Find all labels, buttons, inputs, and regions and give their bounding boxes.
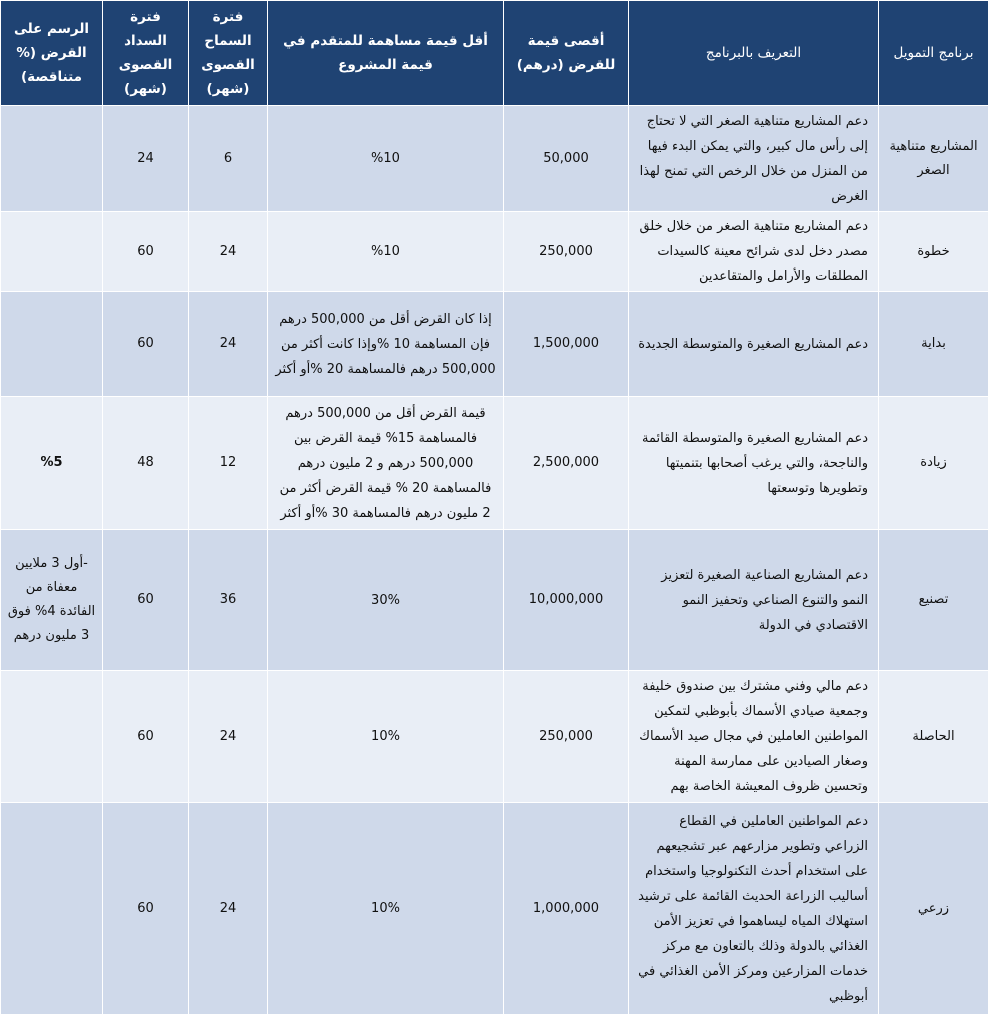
header-repayment-period: فترة السداد القصوى (شهر): [103, 1, 189, 106]
table-row: [1, 292, 989, 397]
cell-program: خطوة: [879, 212, 989, 292]
cell-repayment-period: 60: [103, 530, 189, 671]
cell-repayment-period: 60: [103, 671, 189, 803]
table-row: [1, 530, 989, 671]
cell-fee: [1, 292, 103, 397]
cell-definition: دعم المشاريع الصغيرة والمتوسطة القائمة والناجحة، والتي يرغب أصحابها بتنميتها وتطويرها وتوسعتها: [629, 397, 879, 530]
cell-repayment-period: 24: [103, 106, 189, 212]
cell-max-loan: 250,000: [504, 671, 629, 803]
cell-grace-period: 24: [189, 803, 268, 1015]
cell-program: بداية: [879, 292, 989, 397]
cell-max-loan: 10,000,000: [504, 530, 629, 671]
cell-fee: [1, 106, 103, 212]
cell-fee: [1, 803, 103, 1015]
header-fee: الرسم على القرض (% متناقصة): [1, 1, 103, 106]
cell-max-loan: 250,000: [504, 212, 629, 292]
cell-repayment-period: 48: [103, 397, 189, 530]
cell-definition: دعم المشاريع متناهية الصغر من خلال خلق مصدر دخل لدى شرائح معينة كالسيدات المطلقات والأرامل والمتقاعدين: [629, 212, 879, 292]
cell-repayment-period: 60: [103, 212, 189, 292]
cell-definition: دعم المشاريع الصغيرة والمتوسطة الجديدة: [629, 292, 879, 397]
cell-definition: دعم المشاريع متناهية الصغر التي لا تحتاج إلى رأس مال كبير، والتي يمكن البدء فيها من المنزل من خلال الرخص التي تمنح لهذا الغرض: [629, 106, 879, 212]
cell-fee: -أول 3 ملايين معفاة من الفائدة 4% فوق 3 مليون درهم: [1, 530, 103, 671]
cell-max-loan: 50,000: [504, 106, 629, 212]
cell-max-loan: 2,500,000: [504, 397, 629, 530]
cell-min-contribution: 30%: [268, 530, 504, 671]
table-row: [1, 397, 989, 530]
cell-definition: دعم مالي وفني مشترك بين صندوق خليفة وجمعية صيادي الأسماك بأبوظبي لتمكين المواطنين العاملين في مجال صيد الأسماك وصغار الصيادين على ممارسة المهنة وتحسين ظروف المعيشة الخاصة بهم: [629, 671, 879, 803]
cell-min-contribution: 10%: [268, 803, 504, 1015]
table-row: [1, 212, 989, 292]
header-row: [1, 1, 989, 106]
cell-max-loan: 1,500,000: [504, 292, 629, 397]
cell-min-contribution: %10: [268, 212, 504, 292]
cell-grace-period: 24: [189, 671, 268, 803]
cell-program: تصنيع: [879, 530, 989, 671]
header-min-contribution: أقل قيمة مساهمة للمتقدم في قيمة المشروع: [268, 1, 504, 106]
cell-min-contribution: 10%: [268, 671, 504, 803]
cell-definition: دعم المواطنين العاملين في القطاع الزراعي وتطوير مزارعهم عبر تشجيعهم على استخدام أحدث التكنولوجيا واستخدام أساليب الزراعة الحديث القائمة على ترشيد استهلاك المياه ليساهموا في تعزيز الأمن الغذائي بالدولة وذلك بالتعاون مع مركز خدمات المزارعين ومركز الأمن الغذائي في أبوظبي: [629, 803, 879, 1015]
cell-grace-period: 6: [189, 106, 268, 212]
cell-program: الحاصلة: [879, 671, 989, 803]
cell-fee: [1, 212, 103, 292]
cell-program: زيادة: [879, 397, 989, 530]
cell-program: المشاريع متناهية الصغر: [879, 106, 989, 212]
table-row: [1, 106, 989, 212]
cell-min-contribution: إذا كان القرض أقل من 500,000 درهم فإن المساهمة 10 %وإذا كانت أكثر من 500,000 درهم فالمساهمة 20 %أو أكثر: [268, 292, 504, 397]
cell-grace-period: 24: [189, 212, 268, 292]
cell-grace-period: 12: [189, 397, 268, 530]
cell-min-contribution: قيمة القرض أقل من 500,000 درهم فالمساهمة 15% قيمة القرض بين 500,000 درهم و 2 مليون درهم فالمساهمة 20 % قيمة القرض أكثر من 2 مليون درهم فالمساهمة 30 %أو أكثر: [268, 397, 504, 530]
cell-repayment-period: 60: [103, 803, 189, 1015]
cell-grace-period: 24: [189, 292, 268, 397]
table-row: [1, 803, 989, 1015]
cell-fee: [1, 671, 103, 803]
cell-grace-period: 36: [189, 530, 268, 671]
cell-program: زرعي: [879, 803, 989, 1015]
cell-fee: %5: [1, 397, 103, 530]
cell-max-loan: 1,000,000: [504, 803, 629, 1015]
cell-definition: دعم المشاريع الصناعية الصغيرة لتعزيز النمو والتنوع الصناعي وتحفيز النمو الاقتصادي في الدولة: [629, 530, 879, 671]
header-definition: التعريف بالبرنامج: [629, 1, 879, 106]
table-row: [1, 671, 989, 803]
header-grace-period: فترة السماح القصوى (شهر): [189, 1, 268, 106]
header-program: برنامج التمويل: [879, 1, 989, 106]
header-max-loan: أقصى قيمة للقرض (درهم): [504, 1, 629, 106]
cell-min-contribution: %10: [268, 106, 504, 212]
cell-repayment-period: 60: [103, 292, 189, 397]
